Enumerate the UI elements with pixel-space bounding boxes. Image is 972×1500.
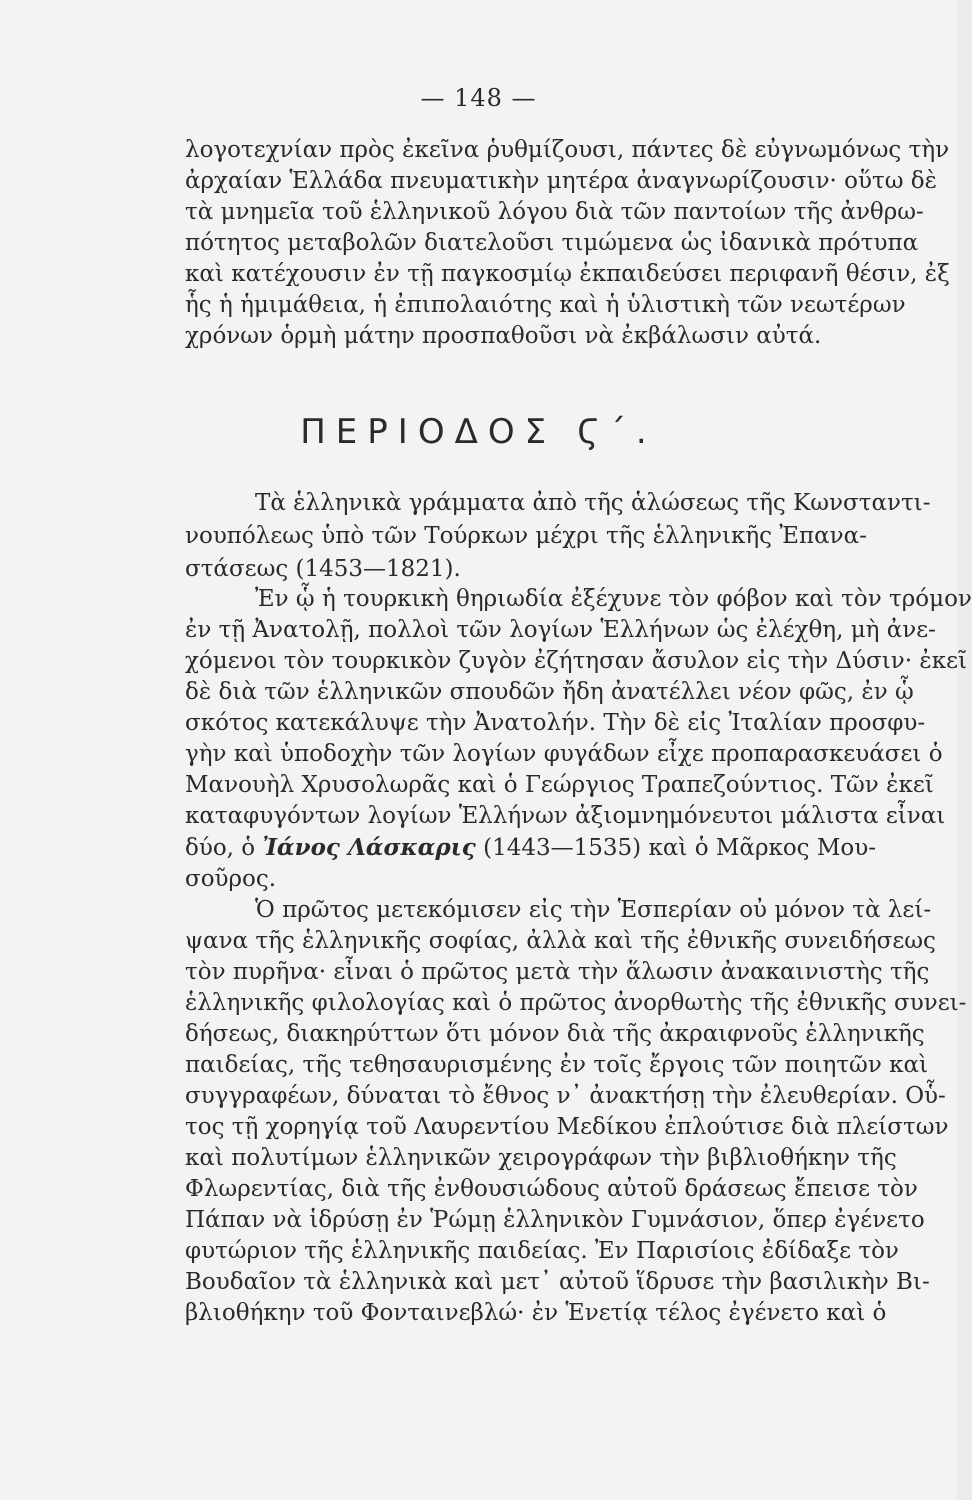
text-line: Βουδαῖον τὰ ἑλληνικὰ καὶ μετ᾿ αὐτοῦ ἵδρυσε τὴν βασιλικὴν Βι- [185,1269,930,1295]
text-line: λογοτεχνίαν πρὸς ἐκεῖνα ῥυθμίζουσι, πάντες δὲ εὐγνωμόνως τὴν [185,137,950,163]
text-line: καταφυγόντων λογίων Ἑλλήνων ἀξιομνημόνευτοι μάλιστα εἶναι [185,803,946,829]
text-line: ἀρχαίαν Ἑλλάδα πνευματικὴν μητέρα ἀναγνωρίζουσιν· οὕτω δὲ [185,168,937,194]
text-line: τος τῇ χορηγίᾳ τοῦ Λαυρεντίου Μεδίκου ἐπλούτισε διὰ πλείστων [185,1114,949,1140]
subtitle-line: Τὰ ἑλληνικὰ γράμματα ἀπὸ τῆς ἁλώσεως τῆς Κωνσταντι- [255,490,931,516]
text-fragment: (1443—1535) καὶ ὁ Μᾶρκος Μου- [475,835,877,861]
text-line: Ἐν ᾧ ἡ τουρκικὴ θηριωδία ἐξέχυνε τὸν φόβον καὶ τὸν τρόμον [255,586,972,612]
text-line: συγγραφέων, δύναται τὸ ἔθνος ν᾿ ἀνακτήσῃ τὴν ἐλευθερίαν. Οὗ- [185,1083,946,1109]
text-line: φυτώριον τῆς ἑλληνικῆς παιδείας. Ἐν Παρισίοις ἐδίδαξε τὸν [185,1238,899,1264]
text-line: Μανουὴλ Χρυσολωρᾶς καὶ ὁ Γεώργιος Τραπεζούντιος. Τῶν ἐκεῖ [185,772,934,798]
person-name-emphasis: Ἰάνος Λάσκαρις [262,834,476,861]
text-line-laskaris [185,832,897,864]
text-line: πότητος μεταβολῶν διατελοῦσι τιμώμενα ὡς ἰδανικὰ πρότυπα [185,230,919,256]
text-line: Φλωρεντίας, διὰ τῆς ἐνθουσιώδους αὐτοῦ δράσεως ἔπεισε τὸν [185,1176,918,1202]
text-line: παιδείας, τῆς τεθησαυρισμένης ἐν τοῖς ἔργοις τῶν ποιητῶν καὶ [185,1052,929,1078]
subtitle-line: στάσεως (1453—1821). [185,556,461,582]
text-line: τὰ μνημεῖα τοῦ ἑλληνικοῦ λόγου διὰ τῶν παντοίων τῆς ἀνθρω- [185,199,924,225]
text-line: βλιοθήκην τοῦ Φονταινεβλώ· ἐν Ἑνετίᾳ τέλος ἐγένετο καὶ ὁ [185,1300,887,1326]
text-line: χόμενοι τὸν τουρκικὸν ζυγὸν ἐζήτησαν ἄσυλον εἰς τὴν Δύσιν· ἐκεῖ [185,648,968,674]
page-number: — 148 — [420,84,537,112]
text-line: ἧς ἡ ἡμιμάθεια, ἡ ἐπιπολαιότης καὶ ἡ ὑλιστικὴ τῶν νεωτέρων [185,292,906,318]
text-line: σοῦρος. [185,866,277,892]
text-line: δὲ διὰ τῶν ἑλληνικῶν σπουδῶν ἤδη ἀνατέλλει νέον φῶς, ἐν ᾧ [185,679,914,705]
section-subtitle [185,487,931,586]
paragraph-intro [185,135,950,352]
text-fragment: δύο, ὁ [185,835,263,861]
text-line: καὶ πολυτίμων ἑλληνικῶν χειρογράφων τὴν βιβλιοθήκην τῆς [185,1145,897,1171]
text-line: ψανα τῆς ἑλληνικῆς σοφίας, ἀλλὰ καὶ τῆς ἐθνικῆς συνειδήσεως [185,928,936,954]
text-line: Πάπαν νὰ ἱδρύσῃ ἐν Ῥώμῃ ἑλληνικὸν Γυμνάσιον, ὅπερ ἐγένετο [185,1207,925,1233]
text-line: σκότος κατεκάλυψε τὴν Ἀνατολήν. Τὴν δὲ εἰς Ἰταλίαν προσφυ- [185,710,926,736]
text-line: τὸν πυρῆνα· εἶναι ὁ πρῶτος μετὰ τὴν ἅλωσιν ἀνακαινιστὴς τῆς [185,959,930,985]
subtitle-line: νουπόλεως ὑπὸ τῶν Τούρκων μέχρι τῆς ἑλληνικῆς Ἐπανα- [185,523,867,549]
text-line: χρόνων ὁρμὴ μάτην προσπαθοῦσι νὰ ἐκβάλωσιν αὐτά. [185,323,822,349]
text-line: ἑλληνικῆς φιλολογίας καὶ ὁ πρῶτος ἀνορθωτὴς τῆς ἐθνικῆς συνει- [185,990,967,1016]
text-line: καὶ κατέχουσιν ἐν τῇ παγκοσμίῳ ἐκπαιδεύσει περιφανῆ θέσιν, ἐξ [185,261,950,287]
text-line: δήσεως, διακηρύττων ὅτι μόνον διὰ τῆς ἀκραιφνοῦς ἑλληνικῆς [185,1021,925,1047]
text-line: ἐν τῇ Ἀνατολῇ, πολλοὶ τῶν λογίων Ἑλλήνων ὡς ἐλέχθη, μὴ ἀνε- [185,617,936,643]
main-text [185,584,972,1329]
text-line: γὴν καὶ ὑποδοχὴν τῶν λογίων φυγάδων εἶχε προπαρασκευάσει ὁ [185,741,943,767]
text-line: Ὁ πρῶτος μετεκόμισεν εἰς τὴν Ἑσπερίαν οὐ μόνον τὰ λεί- [255,897,932,923]
section-heading: ΠΕΡΙΟΔΟΣ Ϛ΄. [300,412,657,452]
